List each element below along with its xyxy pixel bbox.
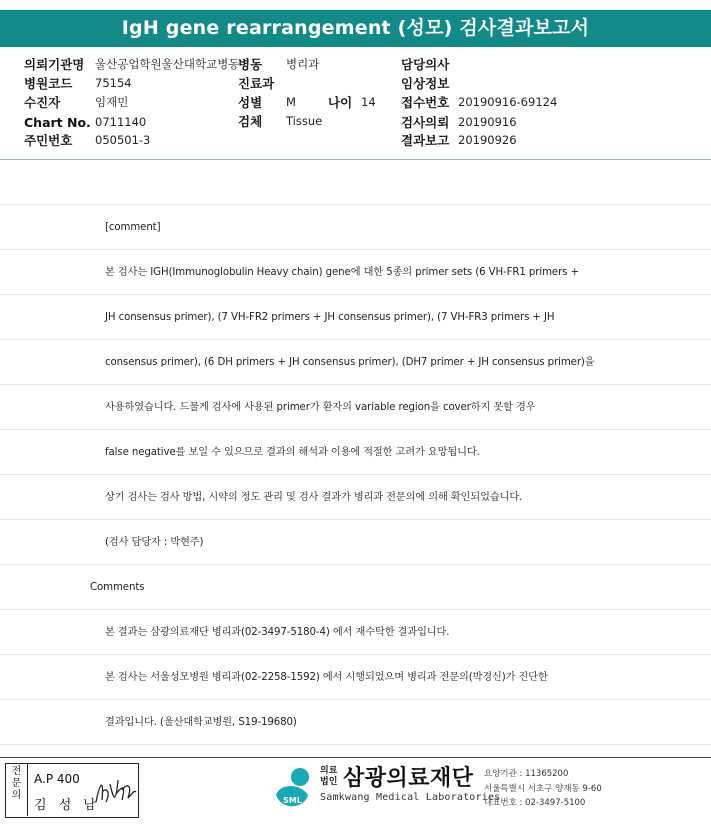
chart-no-label: Chart No. xyxy=(24,115,91,130)
body-row xyxy=(0,295,711,340)
clinical-info-label: 임상정보 xyxy=(401,76,450,91)
hospital-code-label: 병원코드 xyxy=(24,76,73,91)
body-row xyxy=(0,340,711,385)
lab-logo-icon xyxy=(270,765,316,813)
pathologist-stamp xyxy=(5,763,139,818)
stamp-label-char: 의 xyxy=(11,790,22,801)
body-row xyxy=(0,250,711,295)
logo-text: SML xyxy=(283,796,302,805)
chart-no-value: 0711140 xyxy=(95,115,147,129)
age-label: 나이 xyxy=(328,95,353,110)
body-row xyxy=(0,475,711,520)
department-label: 진료과 xyxy=(238,76,275,91)
body-row xyxy=(0,655,711,700)
resident-no-label: 주민번호 xyxy=(24,133,73,148)
ward-value: 병리과 xyxy=(286,57,320,71)
body-row xyxy=(0,160,711,205)
specimen-value: Tissue xyxy=(286,114,323,128)
lab-prefix-line: 법인 xyxy=(320,777,338,787)
stamp-label xyxy=(6,764,28,816)
report-footer xyxy=(0,757,711,828)
hospital-code-value: 75154 xyxy=(95,76,132,90)
body-line: consensus primer), (6 DH primers + JH consensus primer), (DH7 primer + JH consensus primer)을 xyxy=(105,357,595,368)
lab-name: 삼광의료재단 xyxy=(343,766,474,791)
lab-institution-code: 요양기관 : 11365200 xyxy=(484,769,569,779)
lab-prefix-line: 의료 xyxy=(320,766,338,776)
body-line: 사용하였습니다. 드물게 검사에 사용된 primer가 환자의 variable region을 cover하지 못할 경우 xyxy=(105,402,536,413)
body-line: JH consensus primer), (7 VH-FR2 primers + JH consensus primer), (7 VH-FR3 primers + JH xyxy=(105,312,555,323)
lab-english-name: Samkwang Medical Laboratories xyxy=(320,792,501,803)
request-date-value: 20190916 xyxy=(458,115,517,129)
body-line: 상기 검사는 검사 방법, 시약의 정도 관리 및 검사 결과가 병리과 전문의에 의해 확인되었습니다. xyxy=(105,492,523,503)
body-line: 본 검사는 서울성모병원 병리과(02-2258-1592) 에서 시행되었으며 병리과 전문의(박경신)가 진단한 xyxy=(105,672,548,683)
hospital-value: 울산공업학원울산대학교병동 xyxy=(95,57,240,71)
doctor-label: 담당의사 xyxy=(401,57,450,72)
signature-image xyxy=(92,772,138,810)
sex-value: M xyxy=(286,95,296,109)
report-title: IgH gene rearrangement (성모) 검사결과보고서 xyxy=(0,10,711,47)
patient-label: 수진자 xyxy=(24,95,61,110)
sex-label: 성별 xyxy=(238,95,263,110)
receipt-no-value: 20190916-69124 xyxy=(458,95,558,109)
ward-label: 병동 xyxy=(238,57,263,72)
age-value: 14 xyxy=(361,95,376,109)
patient-value: 임재민 xyxy=(95,95,129,109)
body-line: Comments xyxy=(90,582,145,593)
body-row xyxy=(0,385,711,430)
stamp-pathologist-name: 김 성 남 xyxy=(34,798,100,813)
report-header xyxy=(0,50,711,160)
body-line: (검사 담당자 : 박현주) xyxy=(105,537,204,548)
body-row xyxy=(0,700,711,745)
report-date-label: 결과보고 xyxy=(401,133,450,148)
body-row xyxy=(0,520,711,565)
body-line: [comment] xyxy=(105,222,161,233)
body-line: 결과입니다. (울산대학교병원, S19-19680) xyxy=(105,717,297,728)
specimen-label: 검체 xyxy=(238,114,263,129)
resident-no-value: 050501-3 xyxy=(95,133,151,147)
lab-phone: 대표번호 : 02-3497-5100 xyxy=(484,798,586,808)
hospital-label: 의뢰기관명 xyxy=(24,57,85,72)
body-row xyxy=(0,565,711,610)
body-line: 본 결과는 삼광의료재단 병리과(02-3497-5180-4) 에서 재수탁한 결과입니다. xyxy=(105,627,450,638)
body-line: false negative를 보일 수 있으므로 결과의 해석과 이용에 적절한 고려가 요망됩니다. xyxy=(105,447,480,458)
body-row xyxy=(0,205,711,250)
lab-address: 서울특별시 서초구 양재동 9-60 xyxy=(484,784,602,794)
body-line: 본 검사는 IGH(Immunoglobulin Heavy chain) gene에 대한 5종의 primer sets (6 VH-FR1 primers + xyxy=(105,267,579,278)
stamp-license-no: A.P 400 xyxy=(34,772,80,786)
request-date-label: 검사의뢰 xyxy=(401,115,450,130)
body-row xyxy=(0,610,711,655)
stamp-label-char: 문 xyxy=(11,778,22,789)
lab-corp-prefix xyxy=(320,766,337,788)
receipt-no-label: 접수번호 xyxy=(401,95,450,110)
report-date-value: 20190926 xyxy=(458,133,517,147)
stamp-label-char: 전 xyxy=(11,766,22,777)
body-row xyxy=(0,430,711,475)
